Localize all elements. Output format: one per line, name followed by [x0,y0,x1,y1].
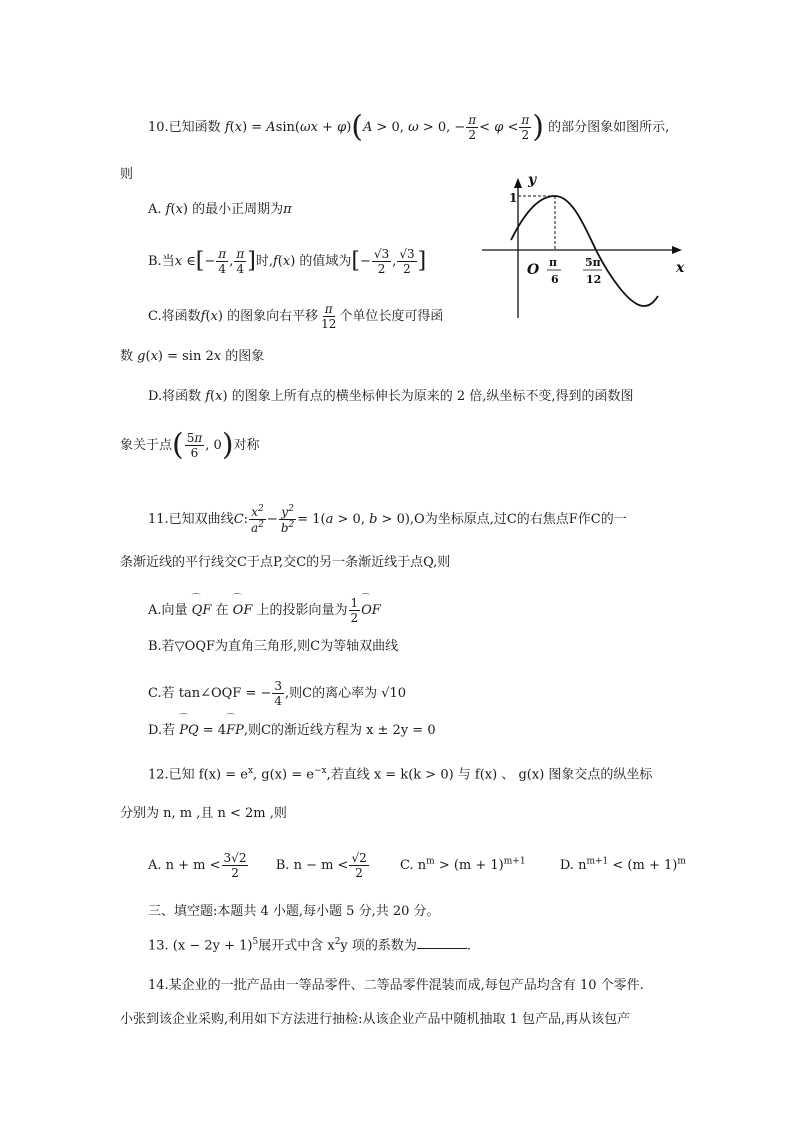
q11-option-d: D.若 ⌒ PQ = 4⌒ FP,则C的渐近线方程为 x ± 2y = 0 [148,724,436,737]
q10-option-c-cont: 数 g(x) = sin 2x 的图象 [120,349,265,364]
q11-option-c: C.若 tan∠OQF = − $\frac{3}{4}$ ,则C的离心率为 √10 [148,679,407,708]
q12-stem-cont: 分别为 n, m ,且 n < 2m ,则 [120,806,287,821]
q10-option-c: C.将函数f(x) 的图象向右平移 $\frac{\pi}{12}$ 个单位长度可得函 [148,302,444,331]
one-label: 1 [509,191,518,205]
sine-curve [511,196,658,306]
tick2-num: 5π [585,256,601,269]
tick1-den: 6 [551,273,559,286]
y-axis-label: y [528,172,537,188]
q10-option-a: A. f(x) 的最小正周期为π [148,202,292,217]
q14-line1: 14.某企业的一批产品由一等品零件、二等品零件混装而成,每包产品均含有 10 个零件. [148,978,644,993]
x-axis-label: x [676,260,685,276]
section-3-heading: 三、填空题:本题共 4 小题,每小题 5 分,共 20 分。 [148,904,440,919]
q10-option-d: D.将函数 f(x) 的图象上所有点的横坐标伸长为原来的 2 倍,纵坐标不变,得到的函数图 [148,389,634,404]
answer-blank [417,948,467,949]
q10-stem: 10.已知函数 f(x) = Asin(ωx + φ)(A > 0, ω > 0, − $\frac{\pi}{2}$ < φ < $\frac{\pi}{2}$ ) 的部分图象如图所示, [148,109,670,145]
q12-stem: 12.已知 $f(x) = e^x$, $g(x) = e^{-x}$,若直线 x = k(k > 0) 与 f(x) 、 g(x) 图象交点的纵坐标 [148,766,653,783]
q11-option-a: A.向量 ⌒ QF 在 ⌒ OF 上的投影向量为 $\frac{1}{2}$ ⌒ OF [148,597,381,624]
tick1-num: π [549,256,558,269]
sine-graph [478,168,692,320]
q12-options: A. n + m < $\frac{3√2}{2}$ B. n − m < $\frac{√2}{2}$ C. $n^m > (m + 1)^{m+1}$ D. $n^{m+1} < (m + 1)^m$ [148,851,686,880]
tick2-den: 12 [586,273,602,286]
y-axis-arrow [514,178,522,188]
q14-line2: 小张到该企业采购,利用如下方法进行抽检:从该企业产品中随机抽取 1 包产品,再从该包产 [120,1012,631,1027]
q13: 13. $(x - 2y + 1)^5$展开式中含 $x^2y$ 项的系数为 . [148,937,472,954]
q11-stem: 11.已知双曲线C: $\frac{x^2}{a^2}$ − $\frac{y^2}{b^2}$ = 1(a > 0, b > 0),O为坐标原点,过C的右焦点F作C的一 [148,504,627,535]
q10-stem-cont: 则 [120,167,134,182]
q10-option-d-cont: 象关于点( $\frac{5\pi}{6}$ , 0)对称 [120,427,260,463]
origin-label: O [527,262,540,278]
q11-stem-cont: 条渐近线的平行线交C于点P,交C的另一条渐近线于点Q,则 [120,555,451,570]
q10-option-b: B.当x ∈[− $\frac{\pi}{4}$ , $\frac{\pi}{4}$ ]时,f(x) 的值域为[− $\frac{√3}{2}$ , $\frac{√3}{2}$ ] [148,247,427,276]
x-axis-arrow [672,246,682,254]
q11-option-b: B.若▽OQF为直角三角形,则C为等轴双曲线 [148,639,399,654]
